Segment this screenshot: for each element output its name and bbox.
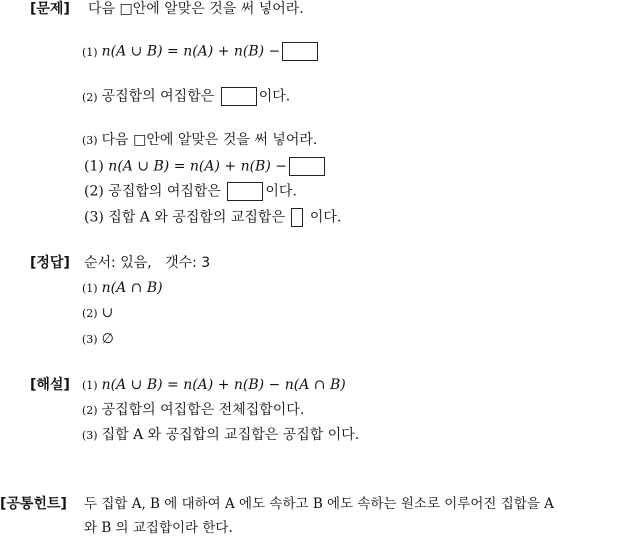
answer-blank	[282, 42, 318, 61]
sub-question-formula: n(A ∪ B) = n(A) + n(B) −	[108, 158, 287, 175]
sub-question-number: (2)	[84, 183, 104, 200]
explanation-text: n(A ∪ B) = n(A) + n(B) − n(A ∩ B)	[101, 377, 346, 393]
explanation-number: (1)	[82, 379, 98, 392]
sub-question-text: 집합 A 와 공집합의 교집합은	[108, 209, 285, 226]
question-text: 공집합의 여집합은	[101, 88, 215, 105]
hint-line-2: 와 B 의 교집합이라 한다.	[84, 520, 233, 536]
answer-2	[82, 304, 113, 323]
explanation-number: (2)	[82, 404, 98, 417]
sub-question-text-suffix: 이다.	[265, 183, 297, 200]
sub-question-text-suffix: 이다.	[309, 209, 342, 226]
question-text: 다음 □안에 알맞은 것을 써 넣어라.	[101, 132, 318, 148]
answer-blank	[291, 208, 303, 227]
sub-question-3	[84, 208, 341, 227]
answer-number: (3)	[82, 333, 98, 346]
answer-blank	[227, 182, 263, 201]
answer-number: (2)	[82, 307, 98, 320]
explanation-2	[82, 401, 304, 420]
question-3	[82, 131, 317, 150]
answer-blank	[289, 157, 325, 176]
answer-value: n(A ∩ B)	[101, 280, 163, 296]
explanation-1	[82, 376, 346, 395]
answer-1	[82, 279, 163, 298]
sub-question-number: (3)	[84, 209, 104, 226]
question-number: (1)	[82, 45, 98, 59]
problem-instruction: 다음 □안에 알맞은 것을 써 넣어라.	[88, 1, 304, 17]
problem-tag: [문제]	[30, 1, 70, 17]
question-2	[82, 87, 290, 107]
answer-tag: [정답]	[30, 255, 70, 271]
question-formula: n(A ∪ B) = n(A) + n(B) −	[101, 43, 281, 60]
question-number: (3)	[82, 134, 98, 147]
answer-blank	[221, 87, 257, 106]
sub-question-number: (1)	[84, 158, 104, 175]
sub-question-text: 공집합의 여집합은	[108, 183, 221, 200]
answer-value: ∪	[101, 305, 114, 321]
answer-meta: 순서: 있음, 갯수: 3	[84, 255, 211, 271]
hint-line-1: 두 집합 A, B 에 대하여 A 에도 속하고 B 에도 속하는 원소로 이루어진 집합을 A	[84, 496, 554, 512]
answer-number: (1)	[82, 282, 98, 295]
explanation-3	[82, 426, 359, 445]
sub-question-1	[84, 157, 327, 176]
sub-question-2	[84, 182, 297, 201]
hint-tag: [공통힌트]	[0, 496, 67, 512]
explanation-text: 공집합의 여집합은 전체집합이다.	[101, 402, 305, 418]
explanation-number: (3)	[82, 429, 98, 442]
question-number: (2)	[82, 90, 98, 104]
question-text-suffix: 이다.	[258, 88, 291, 105]
answer-value: ∅	[101, 331, 114, 347]
explanation-tag: [해설]	[30, 377, 70, 393]
explanation-text: 집합 A 와 공집합의 교집합은 공집합 이다.	[101, 427, 360, 443]
answer-3	[82, 330, 114, 349]
question-1	[82, 42, 320, 62]
